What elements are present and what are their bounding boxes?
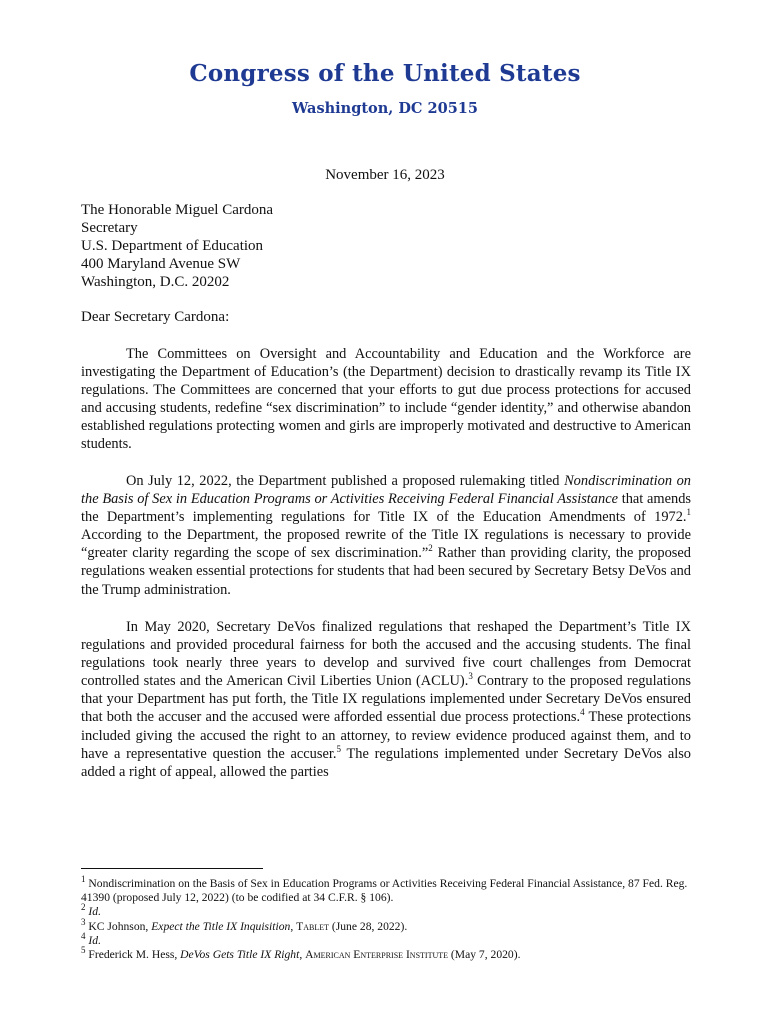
footnote-ref-4[interactable]: 4 (580, 707, 585, 718)
footnote-3-publication: Tablet (296, 919, 329, 933)
p3-text-b: Contrary to the proposed regulations that your Department has put forth, the Title IX regulations implemented under Secretary DeVos ensured that both the accuser and the accused were afforded essential due process protections. (81, 673, 691, 726)
footnote-5-title: DeVos Gets Title IX Right (180, 948, 300, 962)
footnote-divider (81, 868, 263, 869)
footnote-ref-1[interactable]: 1 (686, 507, 691, 518)
footnote-1 (81, 874, 691, 905)
p3-text-d: The regulations implemented under Secretary DeVos also added a right of appeal, allowed the parties (81, 745, 691, 780)
footnote-ref-3[interactable]: 3 (468, 671, 473, 682)
p2-text-b: that amends the Department’s implementing regulations for Title IX of the Education Amendments of 1972. (81, 491, 691, 526)
letterhead-subtitle: Washington, DC 20515 (292, 100, 478, 117)
recipient-department: U.S. Department of Education (81, 238, 264, 254)
footnote-3-sep: , (290, 919, 297, 933)
footnote-1-number: 1 (81, 874, 86, 885)
footnote-2-text: Id. (88, 905, 101, 919)
letter-date: November 16, 2023 (325, 167, 445, 183)
footnote-1-text: Nondiscrimination on the Basis of Sex in Education Programs or Activities Receiving Federal Financial Assistance, 87 Fed. Reg. 41390 (proposed July 12, 2022) (to be codified at 34 C.F.R. § 106). (81, 877, 688, 905)
footnote-4-text: Id. (88, 933, 101, 947)
footnote-5-number: 5 (81, 945, 86, 956)
paragraph-3-text (81, 618, 691, 781)
p3-text-c: These protections included giving the accused the right to an attorney, to review evidence produced against them, and to have a representative question the accuser. (81, 709, 691, 762)
footnote-5-author: Frederick M. Hess, (85, 948, 181, 962)
footnote-5-date: (May 7, 2020). (448, 948, 521, 962)
footnote-3-number: 3 (81, 916, 86, 927)
p2-text-a: On July 12, 2022, the Department published a proposed rulemaking titled (126, 473, 565, 489)
recipient-street: 400 Maryland Avenue SW (81, 256, 241, 272)
recipient-address (81, 201, 273, 291)
recipient-city: Washington, D.C. 20202 (81, 274, 230, 290)
recipient-title: Secretary (81, 220, 138, 236)
p2-text-d: Rather than providing clarity, the proposed regulations weaken essential protections for students that had been secured by Secretary Betsy DeVos and the Trump administration. (81, 545, 691, 598)
body-paragraph-3 (81, 618, 691, 781)
footnote-3-author: KC Johnson, (85, 919, 152, 933)
salutation: Dear Secretary Cardona: (81, 309, 230, 325)
footnote-3-title: Expect the Title IX Inquisition (151, 919, 291, 933)
letterhead-title: Congress of the United States (189, 60, 581, 87)
footnote-ref-5[interactable]: 5 (336, 743, 341, 754)
footnote-4-number: 4 (81, 930, 86, 941)
paragraph-1-text: The Committees on Oversight and Accountability and Education and the Workforce are investigating the Department of Education’s (the Department) decision to drastically revamp its Title IX regulations. The Committees are concerned that your efforts to gut due process protections for accused and accusing students, redefine “sex discrimination” to include “gender identity,” and otherwise abandon established regulations protecting women and girls are improperly motivated and destructive to American students. (81, 346, 691, 453)
p2-text-c: According to the Department, the proposed rewrite of the Title IX regulations is necessary to provide “greater clarity regarding the scope of sex discrimination.” (81, 527, 691, 562)
footnote-3-date: (June 28, 2022). (328, 919, 408, 933)
recipient-name: The Honorable Miguel Cardona (81, 202, 274, 218)
footnote-3 (81, 916, 691, 934)
p3-text-a: In May 2020, Secretary DeVos finalized regulations that reshaped the Department’s Title IX regulations and provided procedural fairness for both the accused and the accusing students. The final regulations took nearly three years to develop and survived five court challenges from Democrat controlled states and the American Civil Liberties Union (ACLU). (81, 619, 691, 690)
footnote-5-sep: , (299, 948, 306, 962)
footnote-2 (81, 902, 691, 919)
body-paragraph-2 (81, 472, 691, 599)
footnote-5-publication: American Enterprise Institute (305, 948, 449, 962)
p2-rule-title: Nondiscrimination on the Basis of Sex in Education Programs or Activities Receiving Federal Financial Assistance (81, 473, 691, 508)
footnote-5 (81, 945, 691, 962)
footnote-ref-2[interactable]: 2 (428, 543, 433, 554)
body-paragraph-1 (81, 345, 691, 454)
footnotes (81, 874, 691, 962)
paragraph-2-text (81, 472, 691, 599)
footnote-4 (81, 930, 691, 948)
footnote-2-number: 2 (81, 902, 86, 913)
